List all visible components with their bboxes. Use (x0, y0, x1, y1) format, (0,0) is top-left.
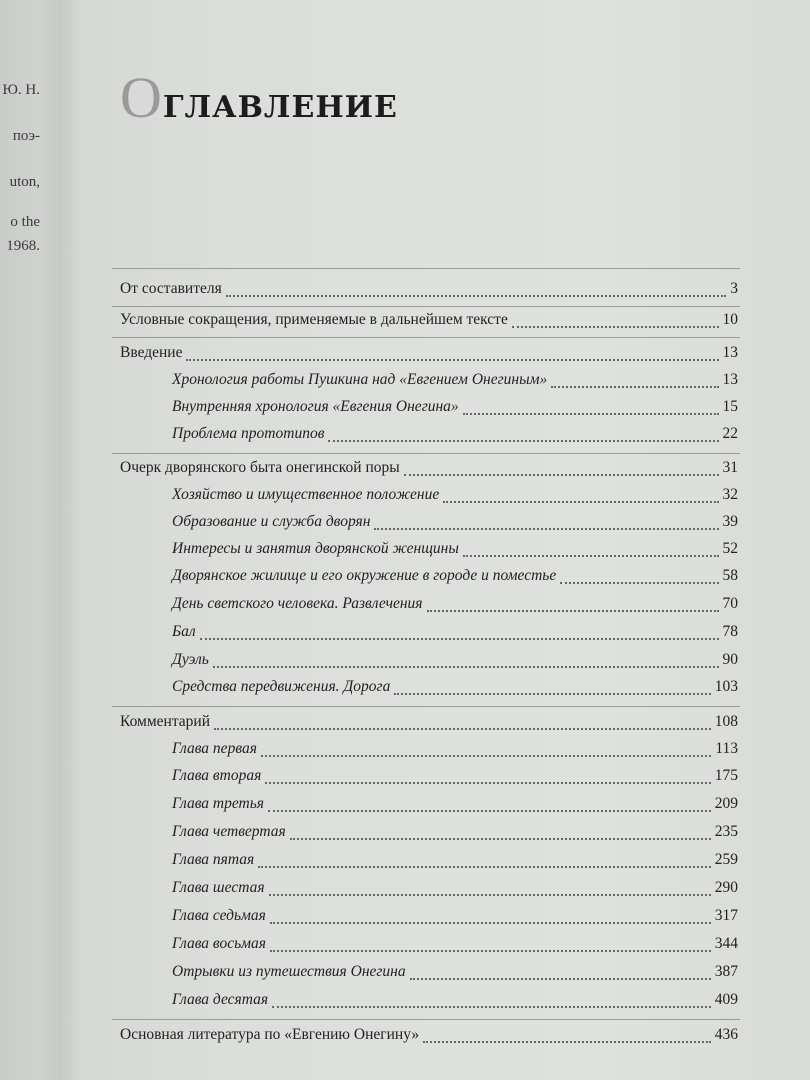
toc-subentry[interactable] (172, 823, 738, 845)
toc-subentry[interactable] (172, 513, 738, 535)
toc-page-number: 31 (722, 459, 738, 476)
toc-entry[interactable] (120, 280, 738, 302)
toc-page-number: 13 (722, 371, 738, 388)
toc-page-number: 387 (714, 963, 738, 980)
toc-entry-label: Глава седьмая (172, 907, 266, 924)
toc-entry-label: Комментарий (120, 713, 210, 730)
toc-subentry[interactable] (172, 907, 738, 929)
toc-subentry[interactable] (172, 991, 738, 1013)
toc-page-number: 113 (715, 740, 738, 757)
toc-page-number: 436 (714, 1026, 738, 1043)
toc-entry-label: Глава десятая (172, 991, 269, 1008)
toc-leader-dots (551, 386, 718, 388)
left-page-fragment: Ю. Н. (2, 82, 40, 98)
toc-leader-dots (213, 666, 719, 668)
toc-subentry[interactable] (172, 623, 738, 645)
toc-leader-dots (404, 474, 719, 476)
toc-page-number: 90 (722, 651, 738, 668)
left-page-fragment: o the (10, 214, 40, 230)
toc-leader-dots (261, 755, 711, 757)
toc-leader-dots (268, 810, 711, 812)
toc-leader-dots (270, 950, 711, 952)
toc-entry[interactable] (120, 344, 738, 366)
book-gutter-shadow (40, 0, 80, 1080)
toc-entry-label: Отрывки из путешествия Онегина (172, 963, 406, 980)
toc-entry-label: Глава третья (172, 795, 265, 812)
toc-page-number: 78 (722, 623, 738, 640)
toc-page-number: 58 (722, 567, 738, 584)
page-title (120, 64, 398, 131)
toc-subentry[interactable] (172, 371, 738, 393)
toc-entry[interactable] (120, 311, 738, 333)
toc-leader-dots (265, 782, 710, 784)
toc-page-number: 10 (722, 311, 738, 328)
toc-entry-label: Образование и служба дворян (172, 513, 371, 530)
left-page-fragment: 1968. (6, 238, 40, 254)
toc-subentry[interactable] (172, 486, 738, 508)
toc-subentry[interactable] (172, 767, 738, 789)
toc-leader-dots (374, 528, 718, 530)
toc-entry-label: Интересы и занятия дворянской женщины (172, 540, 459, 557)
toc-page-number: 235 (714, 823, 738, 840)
toc-subentry[interactable] (172, 651, 738, 673)
toc-leader-dots (269, 894, 711, 896)
toc-subentry[interactable] (172, 963, 738, 985)
section-divider (112, 706, 740, 707)
toc-page-number: 32 (722, 486, 738, 503)
toc-leader-dots (560, 582, 718, 584)
toc-subentry[interactable] (172, 851, 738, 873)
toc-subentry[interactable] (172, 795, 738, 817)
toc-entry-label: От составителя (120, 280, 222, 297)
toc-entry-label: Дуэль (172, 651, 209, 668)
toc-entry-label: Хронология работы Пушкина над «Евгением Онегиным» (172, 371, 548, 388)
toc-entry[interactable] (120, 1026, 738, 1048)
section-divider (112, 1019, 740, 1020)
toc-page-number: 409 (714, 991, 738, 1008)
left-page-fragment: поэ- (12, 128, 40, 144)
toc-entry-label: Введение (120, 344, 183, 361)
toc-subentry[interactable] (172, 425, 738, 447)
toc-entry-label: Основная литература по «Евгению Онегину» (120, 1026, 420, 1043)
toc-page-number: 209 (714, 795, 738, 812)
toc-page-number: 290 (714, 879, 738, 896)
toc-leader-dots (290, 838, 711, 840)
toc-leader-dots (186, 359, 718, 361)
toc-page-number: 39 (722, 513, 738, 530)
toc-page-number: 317 (714, 907, 738, 924)
toc-page-number: 3 (730, 280, 738, 297)
toc-entry-label: Глава первая (172, 740, 257, 757)
toc-leader-dots (463, 555, 719, 557)
toc-entry-label: Глава шестая (172, 879, 265, 896)
toc-leader-dots (328, 440, 718, 442)
toc-page-number: 13 (722, 344, 738, 361)
toc-leader-dots (214, 728, 711, 730)
toc-subentry[interactable] (172, 540, 738, 562)
toc-page-number: 103 (714, 678, 738, 695)
title-rest: ГЛАВЛЕНИЕ (162, 90, 398, 125)
toc-leader-dots (258, 866, 711, 868)
toc-entry-label: Средства передвижения. Дорога (172, 678, 391, 695)
section-divider (112, 306, 740, 307)
toc-page-number: 259 (714, 851, 738, 868)
toc-entry-label: Глава четвертая (172, 823, 286, 840)
toc-entry-label: Очерк дворянского быта онегинской поры (120, 459, 400, 476)
section-divider (112, 268, 740, 269)
toc-subentry[interactable] (172, 567, 738, 589)
toc-leader-dots (200, 638, 719, 640)
toc-page-number: 70 (722, 595, 738, 612)
toc-entry[interactable] (120, 713, 738, 735)
section-divider (112, 337, 740, 338)
toc-leader-dots (226, 295, 727, 297)
toc-entry-label: Условные сокращения, применяемые в дальнейшем тексте (120, 311, 508, 328)
toc-entry-label: Внутренняя хронология «Евгения Онегина» (172, 398, 459, 415)
toc-leader-dots (427, 610, 719, 612)
toc-leader-dots (423, 1041, 711, 1043)
toc-entry-label: Глава вторая (172, 767, 262, 784)
toc-entry-label: Бал (172, 623, 196, 640)
toc-leader-dots (443, 501, 718, 503)
toc-entry-label: Глава восьмая (172, 935, 266, 952)
toc-leader-dots (272, 1006, 711, 1008)
toc-page-number: 15 (722, 398, 738, 415)
section-divider (112, 453, 740, 454)
toc-leader-dots (512, 326, 719, 328)
toc-entry-label: Хозяйство и имущественное положение (172, 486, 440, 503)
toc-leader-dots (463, 413, 719, 415)
toc-subentry[interactable] (172, 740, 738, 762)
toc-entry[interactable] (120, 459, 738, 481)
toc-subentry[interactable] (172, 879, 738, 901)
toc-entry-label: Дворянское жилище и его окружение в городе и поместье (172, 567, 557, 584)
toc-leader-dots (410, 978, 711, 980)
title-initial-letter: О (120, 65, 163, 130)
toc-page-number: 108 (714, 713, 738, 730)
toc-page-number: 22 (722, 425, 738, 442)
left-page-fragment: uton, (9, 174, 40, 190)
toc-subentry[interactable] (172, 398, 738, 420)
toc-entry-label: Глава пятая (172, 851, 255, 868)
toc-subentry[interactable] (172, 678, 738, 700)
toc-page-number: 175 (714, 767, 738, 784)
toc-subentry[interactable] (172, 595, 738, 617)
toc-page-number: 344 (714, 935, 738, 952)
toc-leader-dots (270, 922, 711, 924)
toc-entry-label: Проблема прототипов (172, 425, 325, 442)
toc-entry-label: День светского человека. Развлечения (172, 595, 423, 612)
toc-leader-dots (394, 693, 710, 695)
toc-subentry[interactable] (172, 935, 738, 957)
toc-page-number: 52 (722, 540, 738, 557)
